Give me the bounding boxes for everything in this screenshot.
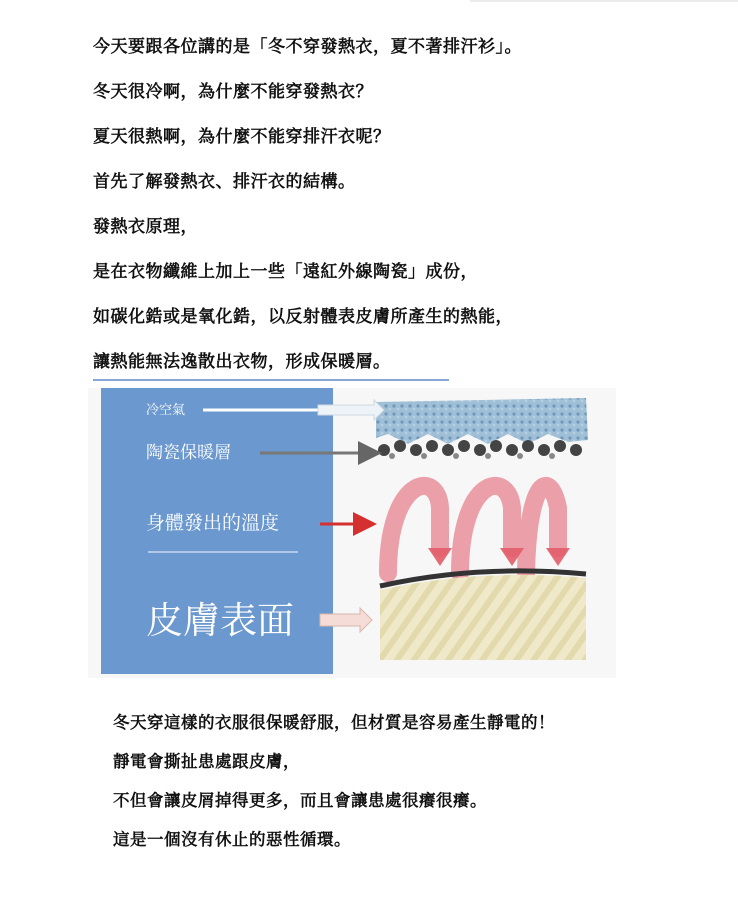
intro-line: 發熱衣原理， bbox=[93, 217, 198, 237]
skin-layer bbox=[380, 575, 586, 660]
cold-air-band bbox=[376, 398, 588, 444]
diagram-canvas bbox=[88, 388, 616, 678]
intro-line: 讓熱能無法逸散出衣物，形成保暖層。 bbox=[93, 352, 391, 372]
heat-reflection-arcs bbox=[388, 486, 558, 573]
label-ceramic: 陶瓷保暖層 bbox=[146, 443, 231, 463]
label-skin: 皮膚表面 bbox=[146, 599, 294, 642]
intro-line: 如碳化鋯或是氧化鋯，以反射體表皮膚所產生的熱能， bbox=[93, 307, 513, 327]
intro-line: 是在衣物纖維上加上一些「遠紅外線陶瓷」成份， bbox=[93, 262, 478, 282]
closing-line: 不但會讓皮屑掉得更多，而且會讓患處很癢很癢。 bbox=[113, 791, 487, 810]
thermal-layer-diagram bbox=[88, 388, 616, 678]
intro-paragraph bbox=[93, 29, 713, 389]
label-cold-air: 冷空氣 bbox=[146, 403, 186, 418]
top-divider bbox=[470, 0, 738, 2]
closing-line: 這是一個沒有休止的惡性循環。 bbox=[113, 830, 351, 849]
intro-line: 冬天很冷啊，為什麼不能穿發熱衣？ bbox=[93, 82, 373, 102]
label-body-heat: 身體發出的溫度 bbox=[146, 512, 280, 534]
closing-line: 冬天穿這樣的衣服很保暖舒服，但材質是容易產生靜電的！ bbox=[113, 713, 555, 732]
intro-line: 首先了解發熱衣、排汗衣的結構。 bbox=[93, 172, 356, 192]
closing-line: 靜電會撕扯患處跟皮膚， bbox=[113, 752, 300, 771]
highlight-underline bbox=[93, 379, 449, 381]
intro-line: 夏天很熱啊，為什麼不能穿排汗衣呢？ bbox=[93, 127, 391, 147]
intro-line: 今天要跟各位講的是「冬不穿發熱衣，夏不著排汗衫」。 bbox=[93, 37, 522, 57]
closing-paragraph bbox=[113, 706, 713, 862]
